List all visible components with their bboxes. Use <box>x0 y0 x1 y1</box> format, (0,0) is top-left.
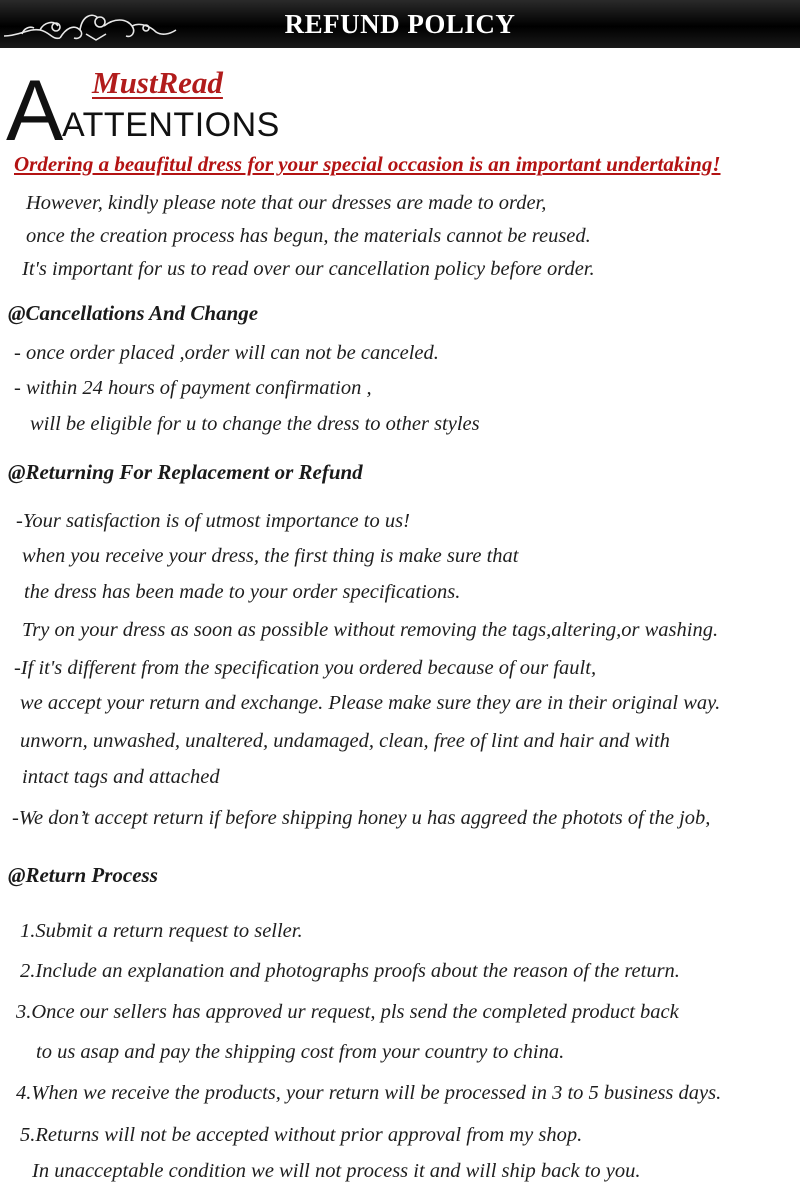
returning-line: -If it's different from the specification you ordered because of our fault, <box>14 657 597 679</box>
returning-line: Try on your dress as soon as possible without removing the tags,altering,or washing. <box>22 619 719 641</box>
tagline: Ordering a beaufitul dress for your special occasion is an important undertaking! <box>14 152 721 176</box>
returning-line: the dress has been made to your order specifications. <box>24 581 461 603</box>
process-step: 3.Once our sellers has approved ur request, pls send the completed product back <box>16 1001 679 1023</box>
cancellations-line: - within 24 hours of payment confirmation , <box>14 377 372 399</box>
returning-line: intact tags and attached <box>22 766 220 788</box>
section-heading-return-process: @Return Process <box>8 863 158 887</box>
process-step: to us asap and pay the shipping cost from your country to china. <box>36 1041 565 1063</box>
banner-attentions: ATTENTIONS <box>62 106 280 144</box>
intro-line: once the creation process has begun, the materials cannot be reused. <box>26 225 591 247</box>
intro-line: However, kindly please note that our dresses are made to order, <box>26 192 547 214</box>
returning-line: we accept your return and exchange. Please make sure they are in their original way. <box>20 692 721 714</box>
cancellations-line: will be eligible for u to change the dress to other styles <box>30 413 480 435</box>
banner-mustread: MustRead <box>92 65 223 100</box>
returning-line: -We don’t accept return if before shipping honey u has aggreed the photots of the job, <box>12 807 711 829</box>
section-heading-cancellations: @Cancellations And Change <box>8 301 259 325</box>
process-step: 4.When we receive the products, your return will be processed in 3 to 5 business days. <box>16 1082 722 1104</box>
cancellations-line: - once order placed ,order will can not be canceled. <box>14 342 439 364</box>
process-step: In unacceptable condition we will not process it and will ship back to you. <box>32 1160 641 1182</box>
process-step: 1.Submit a return request to seller. <box>20 920 303 942</box>
banner-big-letter: A <box>6 63 64 159</box>
page-title: REFUND POLICY <box>284 9 516 39</box>
returning-line: unworn, unwashed, unaltered, undamaged, clean, free of lint and hair and with <box>20 730 670 752</box>
process-step: 5.Returns will not be accepted without prior approval from my shop. <box>20 1124 583 1146</box>
section-heading-returning: @Returning For Replacement or Refund <box>8 460 363 484</box>
process-step: 2.Include an explanation and photographs proofs about the reason of the return. <box>20 960 680 982</box>
returning-line: when you receive your dress, the first thing is make sure that <box>22 545 519 567</box>
intro-line: It's important for us to read over our cancellation policy before order. <box>22 258 595 280</box>
header-bar <box>0 0 800 48</box>
returning-line: -Your satisfaction is of utmost importance to us! <box>16 510 410 532</box>
